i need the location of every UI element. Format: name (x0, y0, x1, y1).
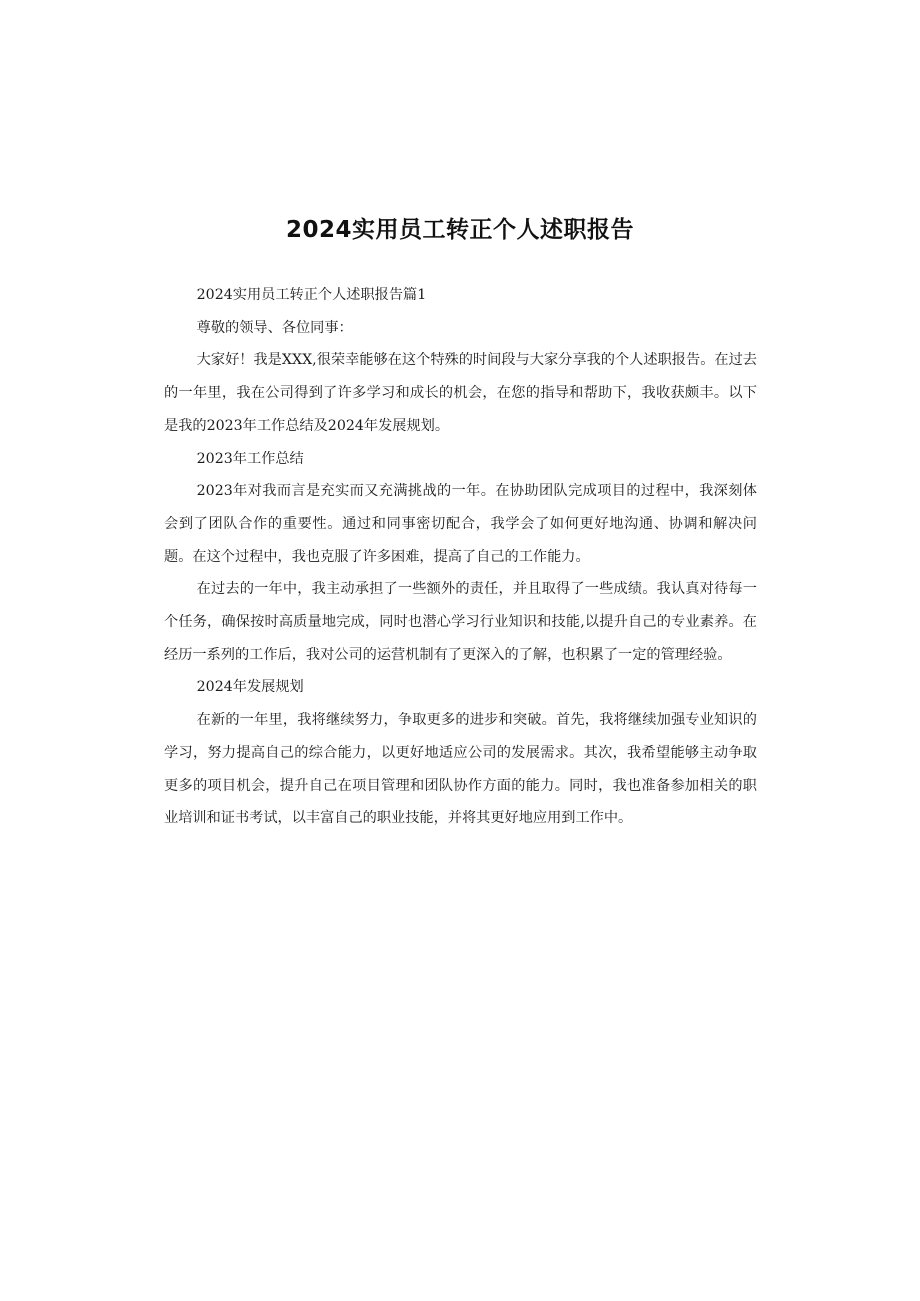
section-heading: 2023年工作总结 (196, 450, 304, 467)
document-title: 2024实用员工转正个人述职报告 (285, 217, 634, 243)
document-body (164, 279, 757, 835)
paragraph-summary-1: 2023年对我而言是充实而又充满挑战的一年。在协助团队完成项目的过程中，我深刻体会到了团队合作的重要性。通过和同事密切配合，我学会了如何更好地沟通、协调和解决问题。在这个过程中，我也克服了许多困难，提高了自己的工作能力。 (164, 483, 757, 565)
paragraph-intro: 大家好！我是XXX,很荣幸能够在这个特殊的时间段与大家分享我的个人述职报告。在过去的一年里，我在公司得到了许多学习和成长的机会，在您的指导和帮助下，我收获颇丰。以下是我的2023年工作总结及2024年发展规划。 (164, 352, 757, 434)
paragraph-summary-2: 在过去的一年中，我主动承担了一些额外的责任，并且取得了一些成绩。我认真对待每一个任务，确保按时高质量地完成，同时也潜心学习行业知识和技能,以提升自己的专业素养。在经历一系列的工作后，我对公司的运营机制有了更深入的了解，也积累了一定的管理经验。 (164, 581, 757, 663)
section-heading: 2024年发展规划 (196, 679, 304, 696)
paragraph-plan: 在新的一年里，我将继续努力，争取更多的进步和突破。首先，我将继续加强专业知识的学习，努力提高自己的综合能力，以更好地适应公司的发展需求。其次，我希望能够主动争取更多的项目机会，提升自己在项目管理和团队协作方面的能力。同时，我也准备参加相关的职业培训和证书考试，以丰富自己的职业技能，并将其更好地应用到工作中。 (164, 712, 757, 827)
section-heading: 2024实用员工转正个人述职报告篇1 (196, 287, 427, 303)
salutation: 尊敬的领导、各位同事： (196, 319, 353, 336)
